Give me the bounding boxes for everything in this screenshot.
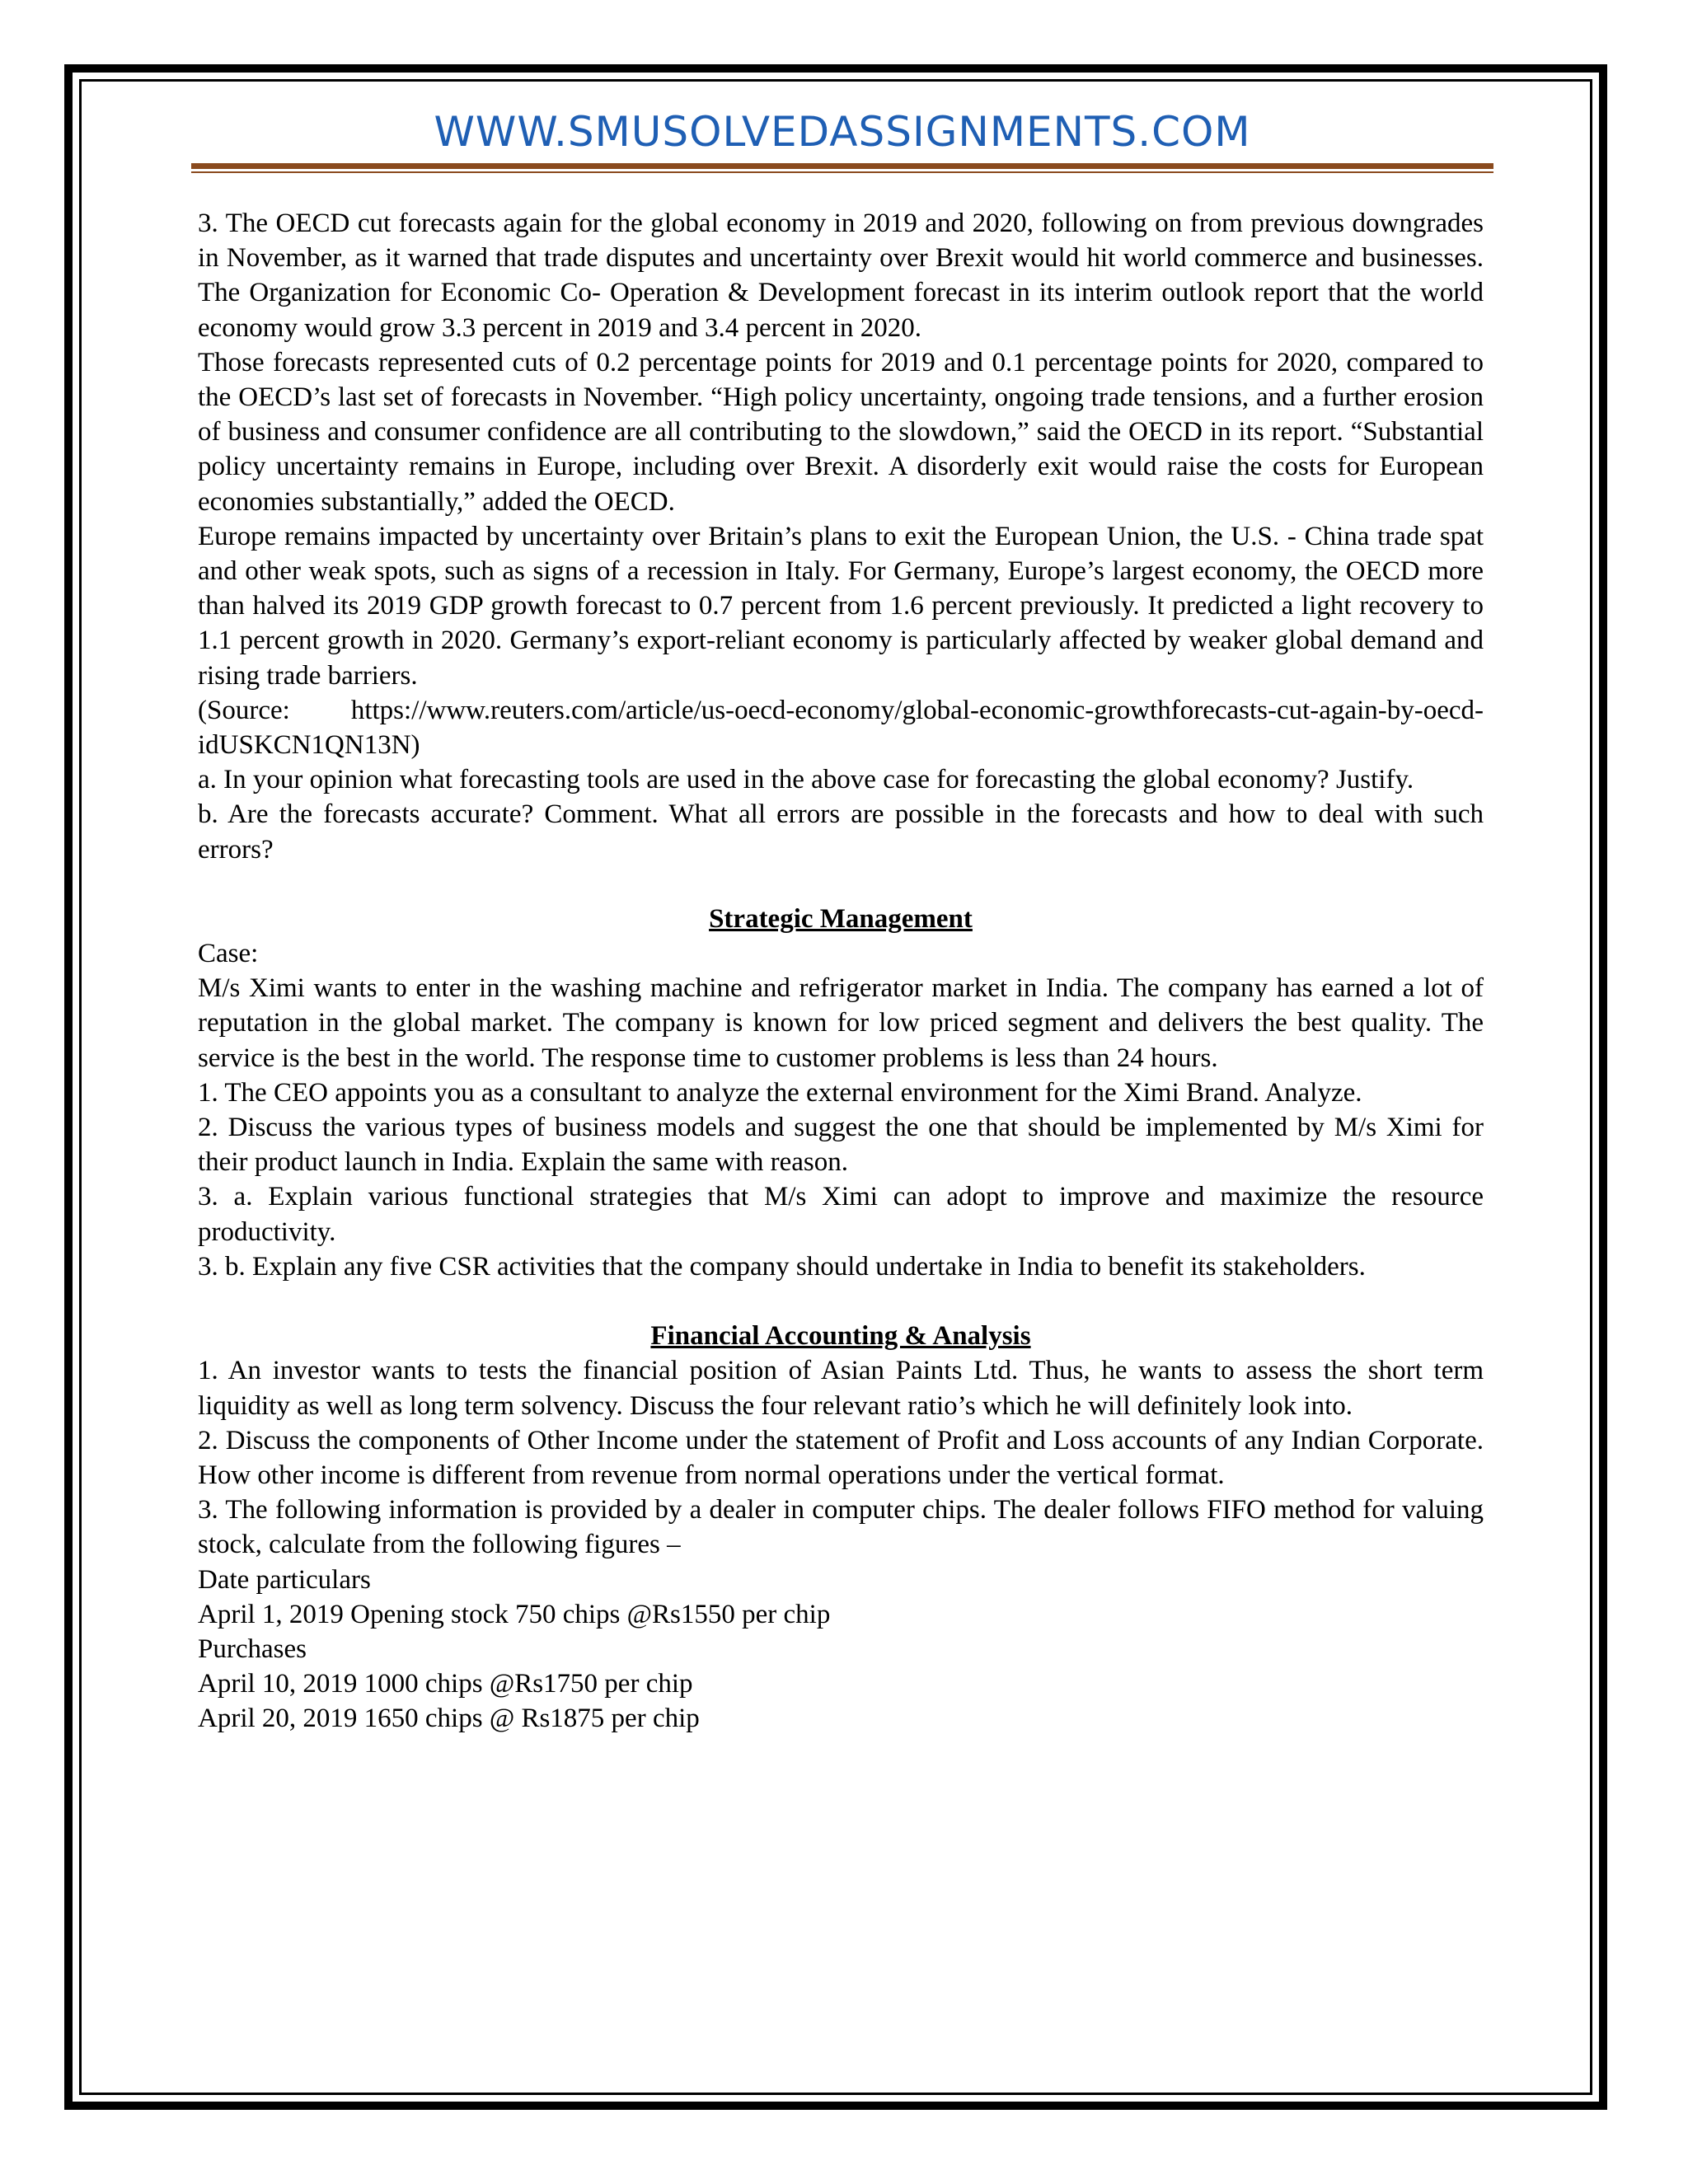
economics-q3-paragraph-2: Those forecasts represented cuts of 0.2 percentage points for 2019 and 0.1 percentage points for 2020, compared to the OECD’s last set of forecasts in November. “High policy uncertainty, ongoing trade tensions, and a further erosion of business and consumer confidence are all contributing to the slowdown,” said the OECD in its report. “Substantial policy uncertainty remains in Europe, including over Brexit. A disorderly exit would raise the costs for European economies substantially,” added the OECD. (198, 347, 1484, 517)
financial-q3: 3. The following information is provided by a dealer in computer chips. The dealer follows FIFO method for valuing stock, calculate from the following figures – (198, 1495, 1484, 1560)
site-header[interactable]: WWW.SMUSOLVEDASSIGNMENTS.COM (434, 108, 1251, 156)
economics-q3-source: (Source: https://www.reuters.com/article/us-oecd-economy/global-economic-growthforecasts-cut-again-by-oecd-idUSKCN1QN13N) (198, 695, 1484, 761)
strategic-q2: 2. Discuss the various types of business models and suggest the one that should be implemented by M/s Ximi for their product launch in India. Explain the same with reason. (198, 1113, 1484, 1178)
header-rule-thick (191, 163, 1493, 169)
spacer (198, 867, 1484, 902)
strategic-q1: 1. The CEO appoints you as a consultant to analyze the external environment for the Ximi Brand. Analyze. (198, 1077, 1362, 1108)
case-label: Case: (198, 939, 259, 969)
document-body (198, 206, 1484, 1736)
financial-line: April 1, 2019 Opening stock 750 chips @Rs1550 per chip (198, 1599, 831, 1629)
financial-q1: 1. An investor wants to tests the financial position of Asian Paints Ltd. Thus, he wants to assess the short term liquidity as well as long term solvency. Discuss the four relevant ratio’s which he will definitely look into. (198, 1356, 1484, 1421)
financial-line: Date particulars (198, 1564, 371, 1595)
economics-q3-part-a: a. In your opinion what forecasting tools are used in the above case for forecasting the global economy? Justify. (198, 765, 1414, 795)
header-rule-thin (191, 171, 1493, 173)
financial-q2: 2. Discuss the components of Other Income under the statement of Profit and Loss accounts of any Indian Corporate. How other income is different from revenue from normal operations under the vertical format. (198, 1425, 1484, 1490)
strategic-q3a: 3. a. Explain various functional strategies that M/s Ximi can adopt to improve and maximize the resource productivity. (198, 1182, 1484, 1247)
financial-line: April 10, 2019 1000 chips @Rs1750 per chip (198, 1669, 693, 1699)
economics-q3-intro: 3. The OECD cut forecasts again for the global economy in 2019 and 2020, following on from previous downgrades in November, as it warned that trade disputes and uncertainty over Brexit would hit world commerce and businesses. The Organization for Economic Co- Operation & Development forecast in its interim outlook report that the world economy would grow 3.3 percent in 2019 and 3.4 percent in 2020. (198, 209, 1484, 343)
case-text: M/s Ximi wants to enter in the washing machine and refrigerator market in India. The company has earned a lot of reputation in the global market. The company is known for low priced segment and delivers the best quality. The service is the best in the world. The response time to customer problems is less than 24 hours. (198, 973, 1484, 1073)
section-title-financial: Financial Accounting & Analysis (650, 1321, 1031, 1352)
section-title-strategic: Strategic Management (709, 903, 973, 934)
financial-line: Purchases (198, 1633, 307, 1664)
strategic-q3b: 3. b. Explain any five CSR activities that the company should undertake in India to benefit its stakeholders. (198, 1251, 1366, 1282)
economics-q3-paragraph-3: Europe remains impacted by uncertainty over Britain’s plans to exit the European Union, the U.S. - China trade spat and other weak spots, such as signs of a recession in Italy. For Germany, Europe’s largest economy, the OECD more than halved its 2019 GDP growth forecast to 0.7 percent from 1.6 percent previously. It predicted a light recovery to 1.1 percent growth in 2020. Germany’s export-reliant economy is particularly affected by weaker global demand and rising trade barriers. (198, 521, 1484, 691)
spacer (198, 1284, 1484, 1319)
financial-line: April 20, 2019 1650 chips @ Rs1875 per chip (198, 1704, 700, 1734)
economics-q3-part-b: b. Are the forecasts accurate? Comment. What all errors are possible in the forecasts and how to deal with such errors? (198, 799, 1484, 865)
